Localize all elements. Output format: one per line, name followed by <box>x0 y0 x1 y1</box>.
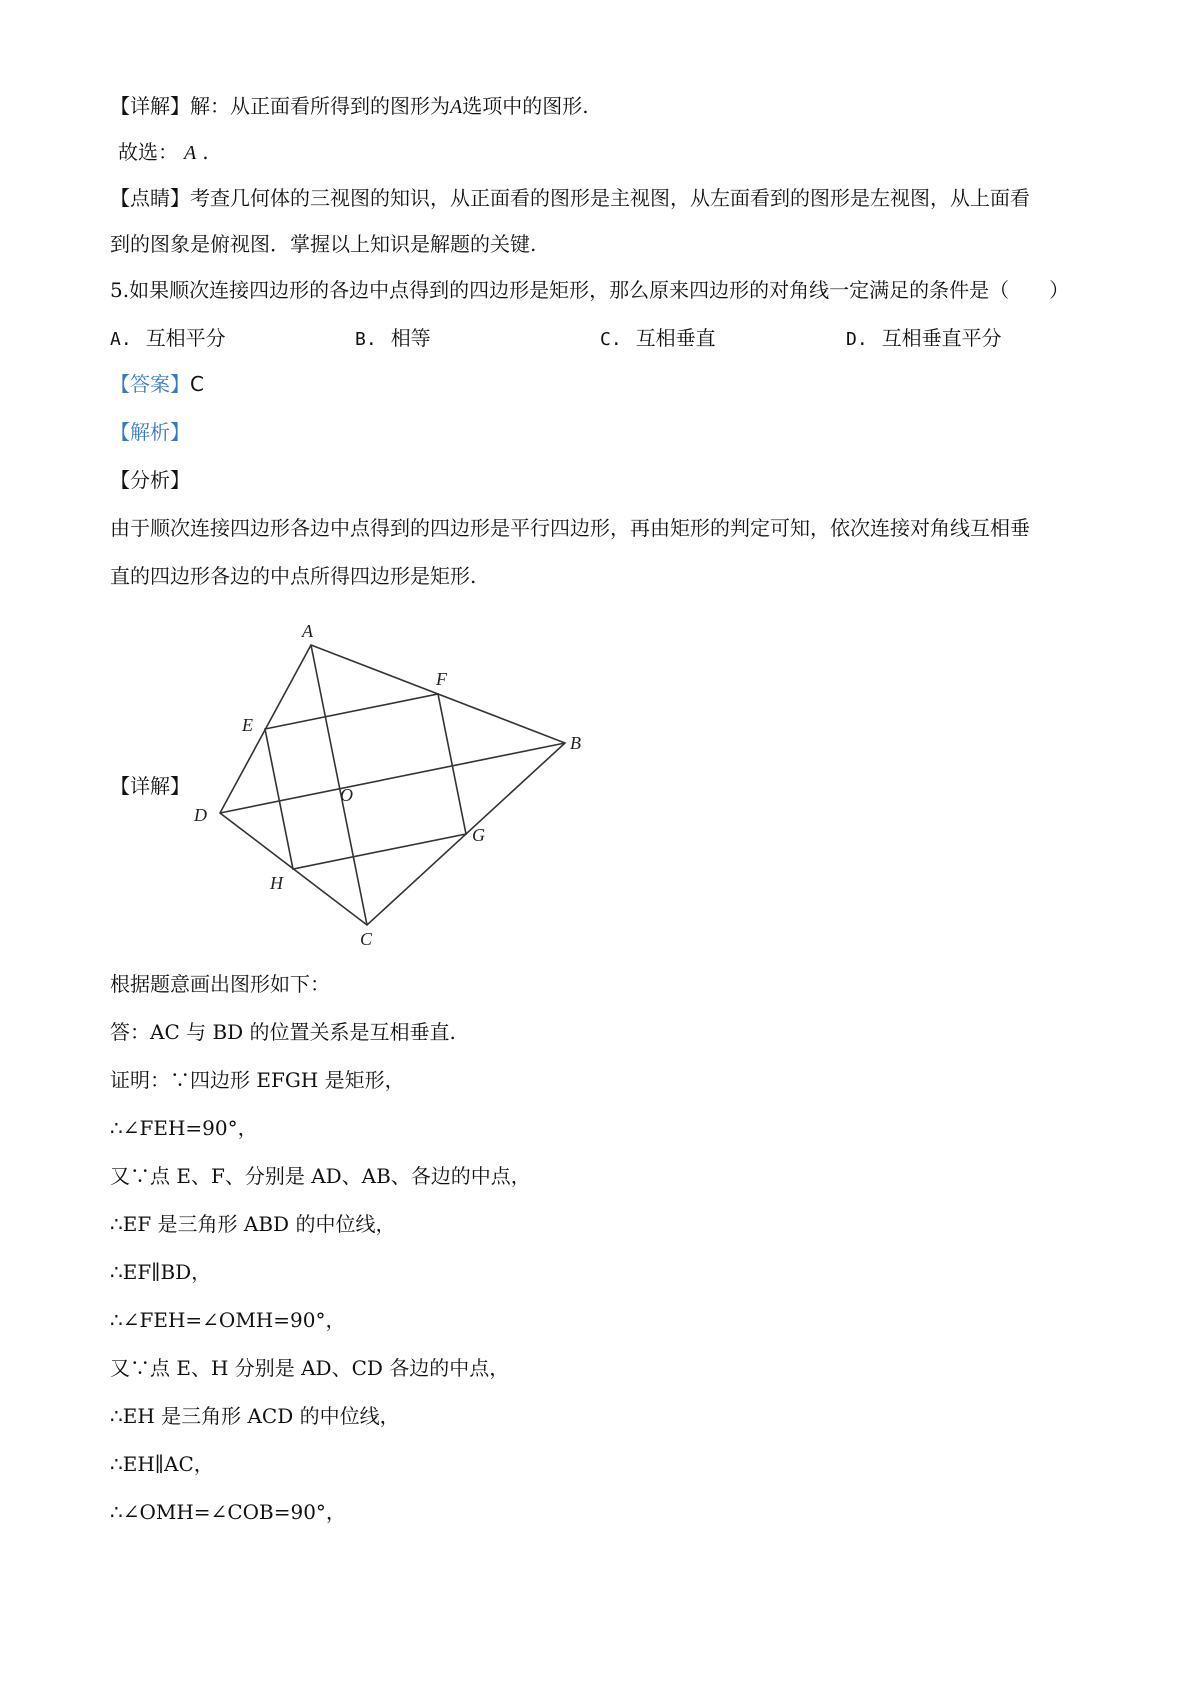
choice-value: A <box>184 142 197 164</box>
detail-text-post: 选项中的图形. <box>462 94 589 118</box>
solution-line-8: ∴∠FEH=∠OMH=90°， <box>110 1308 346 1332</box>
option-d-text: 互相垂直平分 <box>881 326 1002 350</box>
label-o: O <box>340 785 353 805</box>
solution-line-5: 又∵点 E、F、分别是 AD、AB、各边的中点， <box>110 1164 531 1188</box>
option-a <box>110 324 226 354</box>
solution-line-9: 又∵点 E、H 分别是 AD、CD 各边的中点， <box>110 1356 510 1380</box>
label-b: B <box>570 733 581 753</box>
option-c <box>600 324 716 354</box>
label-h: H <box>270 873 283 893</box>
note-line-1 <box>110 184 1030 212</box>
option-c-text: 互相垂直 <box>635 326 716 350</box>
note-line-2 <box>110 230 536 258</box>
option-b-text: 相等 <box>390 326 431 350</box>
label-f: F <box>436 669 447 689</box>
choice-line-prev <box>118 138 209 167</box>
solution-line-6: ∴EF 是三角形 ABD 的中位线， <box>110 1212 396 1236</box>
answer-value: C <box>190 372 204 396</box>
choice-label: 故选： <box>118 140 178 164</box>
option-b-letter: B. <box>355 329 377 350</box>
option-c-letter: C. <box>600 329 622 350</box>
fenxi-line-1: 由于顺次连接四边形各边中点得到的四边形是平行四边形，再由矩形的判定可知，依次连接对角线互相垂 <box>110 516 1030 540</box>
label-c: C <box>360 929 373 949</box>
label-a: A <box>302 625 313 641</box>
option-d <box>846 324 1002 354</box>
quadrilateral-figure <box>190 625 590 955</box>
detail-line-prev <box>110 92 589 121</box>
answer-line <box>110 370 204 398</box>
solution-line-1: 根据题意画出图形如下： <box>110 972 330 996</box>
option-a-text: 互相平分 <box>145 326 226 350</box>
note-bracket: 【点睛】 <box>110 186 190 210</box>
option-d-letter: D. <box>846 329 868 350</box>
solution-line-3: 证明：∵四边形 EFGH 是矩形， <box>110 1068 405 1092</box>
fenxi-label: 【分析】 <box>110 468 190 492</box>
solution-line-10: ∴EH 是三角形 ACD 的中位线， <box>110 1404 400 1428</box>
detail-option-letter: A <box>450 96 463 118</box>
note-text-2: 到的图象是俯视图．掌握以上知识是解题的关键. <box>110 232 537 256</box>
label-g: G <box>472 825 485 845</box>
fenxi-line-2: 直的四边形各边的中点所得四边形是矩形. <box>110 564 477 588</box>
solution-line-11: ∴EH∥AC， <box>110 1452 214 1476</box>
label-d: D <box>194 805 207 825</box>
solution-line-2: 答：AC 与 BD 的位置关系是互相垂直. <box>110 1020 456 1044</box>
option-a-letter: A. <box>110 329 132 350</box>
option-b <box>355 324 431 354</box>
choice-end: . <box>202 140 209 164</box>
detail-label: 【详解】 <box>110 774 190 798</box>
solution-line-12: ∴∠OMH=∠COB=90°， <box>110 1500 346 1524</box>
answer-label: 【答案】 <box>110 372 190 396</box>
quad-efgh <box>265 694 466 869</box>
note-text-1: 考查几何体的三视图的知识，从正面看的图形是主视图，从左面看到的图形是左视图，从上面看 <box>190 186 1030 210</box>
question-text: 5.如果顺次连接四边形的各边中点得到的四边形是矩形，那么原来四边形的对角线一定满足的条件是（ ） <box>110 278 1070 302</box>
solution-line-4: ∴∠FEH=90°， <box>110 1116 258 1140</box>
analysis-label: 【解析】 <box>110 420 190 444</box>
diagonal-bd <box>220 743 565 813</box>
solution-line-7: ∴EF∥BD， <box>110 1260 212 1284</box>
detail-text-pre: 解：从正面看所得到的图形为 <box>190 94 450 118</box>
detail-bracket: 【详解】 <box>110 94 190 118</box>
label-e: E <box>242 715 253 735</box>
